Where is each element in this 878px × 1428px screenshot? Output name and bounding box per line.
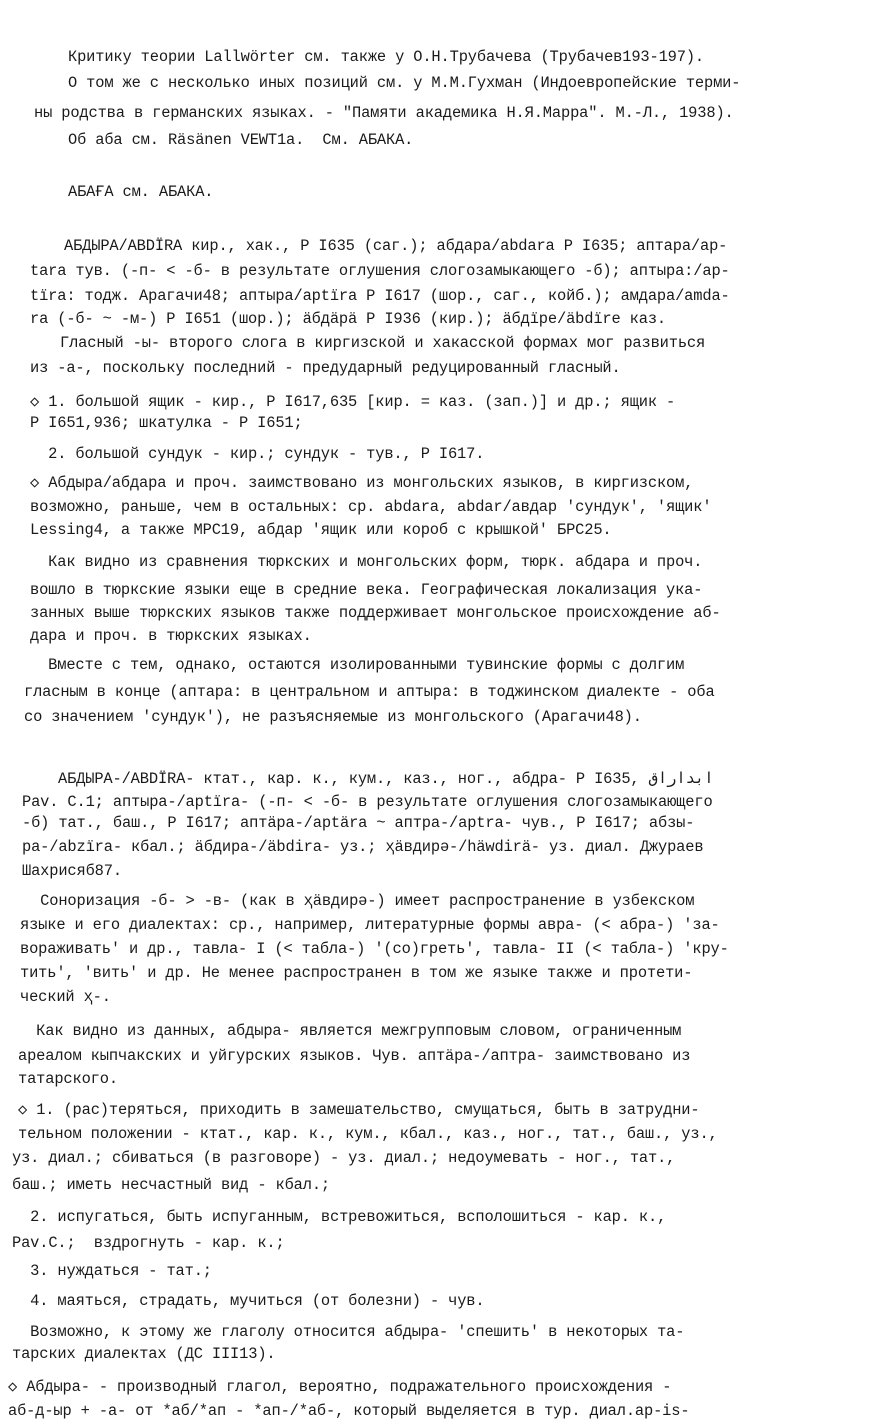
text-line: тарских диалектах (ДС III13). bbox=[12, 1345, 276, 1363]
text-line: занных выше тюркских языков также поддерживает монгольское происхождение аб- bbox=[30, 604, 721, 622]
text-line: Как видно из сравнения тюркских и монгольских форм, тюрк. абдара и проч. bbox=[30, 553, 703, 571]
text-line: ческий ҳ-. bbox=[20, 988, 111, 1006]
text-line: ra (-б- ~ -м-) Р I651 (шор.); ӓбдӓрӓ Р I936 (кир.); ӓбдїре/äbdïre каз. bbox=[30, 310, 667, 328]
text-line: Возможно, к этому же глаголу относится абдыра- 'спешить' в некоторых та- bbox=[12, 1323, 685, 1341]
entry-heading-line: АБАҒА см. АБАКА. bbox=[68, 183, 214, 201]
text-line: со значением 'сундук'), не разъясняемые из монгольского (Арагачи48). bbox=[24, 708, 642, 726]
text-line: тить', 'вить' и др. Не менее распространен в том же языке также и протети- bbox=[20, 964, 693, 982]
text-line: баш.; иметь несчастный вид - кбал.; bbox=[12, 1176, 331, 1194]
text-line: ◇ 1. (рас)теряться, приходить в замешательство, смущаться, быть в затрудни- bbox=[18, 1101, 700, 1119]
text-line: Вместе с тем, однако, остаются изолированными тувинские формы с долгим bbox=[30, 656, 685, 674]
text-line: Шахрисяб87. bbox=[22, 862, 122, 880]
text-line: ◇ Абдыра/абдара и проч. заимствовано из монгольских языков, в киргизском, bbox=[30, 474, 694, 492]
text-line: Lessing4, а также МРС19, абдар 'ящик или короб с крышкой' БРС25. bbox=[30, 521, 612, 539]
text-line: аб-д-ыр + -а- от *аб/*ап - *ап-/*аб-, который выделяется в тур. диал.ap-is- bbox=[8, 1402, 690, 1420]
text-line: ◇ Абдыра- - производный глагол, вероятно, подражательного происхождения - bbox=[8, 1378, 672, 1396]
text-line: Критику теории Lallwörter см. также у О.Н.Трубачева (Трубачев193-197). bbox=[68, 48, 705, 66]
text-line: вораживать' и др., тавла- I (< табла-) '(со)греть', тавла- II (< табла-) 'кру- bbox=[20, 940, 729, 958]
text-line: tïra: тодж. Арагачи48; аптыра/aptïra Р I617 (шор., саг., койб.); амдара/amda- bbox=[30, 287, 730, 305]
text-line: гласным в конце (аптара: в центральном и аптыра: в тоджинском диалекте - оба bbox=[24, 683, 715, 701]
text-line: из -а-, поскольку последний - предударный редуцированный гласный. bbox=[30, 359, 621, 377]
text-line: О том же с несколько иных позиций см. у М.М.Гухман (Индоевропейские терми- bbox=[68, 74, 741, 92]
text-line: уз. диал.; сбиваться (в разговоре) - уз. диал.; недоумевать - ног., тат., bbox=[12, 1149, 676, 1167]
text-line: дара и проч. в тюркских языках. bbox=[30, 627, 312, 645]
text-line: ◇ 1. большой ящик - кир., Р I617,635 [кир. = каз. (зап.)] и др.; ящик - bbox=[30, 393, 676, 411]
text-line: Как видно из данных, абдыра- является межгрупповым словом, ограниченным bbox=[18, 1022, 682, 1040]
entry-heading-line: АБДЫРА/ABDÏRA кир., хак., Р I635 (саг.); абдара/abdara Р I635; аптара/ap- bbox=[64, 237, 728, 255]
text-line: Pav. C.1; аптыра-/aptïra- (-п- < -б- в результате оглушения слогозамыкающего bbox=[22, 793, 713, 811]
text-line: 3. нуждаться - тат.; bbox=[12, 1262, 212, 1280]
text-line: Об аба см. Räsänen VEWT1a. См. АБАКА. bbox=[68, 131, 414, 149]
text-line: tara тув. (-п- < -б- в результате оглушения слогозамыкающего -б); аптыра:/ap- bbox=[30, 262, 730, 280]
text-line: 2. испугаться, быть испуганным, встревожиться, всполошиться - кар. к., bbox=[12, 1208, 667, 1226]
text-line: возможно, раньше, чем в остальных: ср. abdara, abdar/авдар 'сундук', 'ящик' bbox=[30, 498, 712, 516]
text-line: -б) тат., баш., Р I617; аптӓра-/aptära ~ аптра-/aptra- чув., Р I617; абзы- bbox=[22, 814, 695, 832]
text-line: вошло в тюркские языки еще в средние века. Географическая локализация ука- bbox=[30, 581, 703, 599]
text-line: ареалом кыпчакских и уйгурских языков. Чув. аптӓра-/аптра- заимствовано из bbox=[18, 1047, 691, 1065]
text-line: языке и его диалектах: ср., например, литературные формы авра- (< абра-) 'за- bbox=[20, 916, 720, 934]
text-line: Pav.C.; вздрогнуть - кар. к.; bbox=[12, 1234, 285, 1252]
text-line: ны родства в германских языках. - "Памяти академика Н.Я.Марра". М.-Л., 1938). bbox=[34, 104, 734, 122]
entry-heading-line: АБДЫРА-/ABDÏRA- ктат., кар. к., кум., каз., ног., абдра- Р I635, ابداراق bbox=[58, 770, 714, 788]
text-line: Соноризация -б- > -в- (как в ҳӓвдирә-) имеет распространение в узбекском bbox=[22, 892, 695, 910]
text-line: 4. маяться, страдать, мучиться (от болезни) - чув. bbox=[12, 1292, 485, 1310]
text-line: татарского. bbox=[18, 1070, 118, 1088]
text-line: тельном положении - ктат., кар. к., кум., кбал., каз., ног., тат., баш., уз., bbox=[18, 1125, 718, 1143]
text-line: 2. большой сундук - кир.; сундук - тув., Р I617. bbox=[30, 445, 485, 463]
text-line: Гласный -ы- второго слога в киргизской и хакасской формах мог развиться bbox=[60, 334, 706, 352]
text-line: Р I651,936; шкатулка - Р I651; bbox=[30, 414, 303, 432]
text-line: ра-/abzïra- кбал.; ӓбдира-/äbdira- уз.; ҳӓвдирә-/häwdirä- уз. диал. Джураев bbox=[22, 838, 704, 856]
